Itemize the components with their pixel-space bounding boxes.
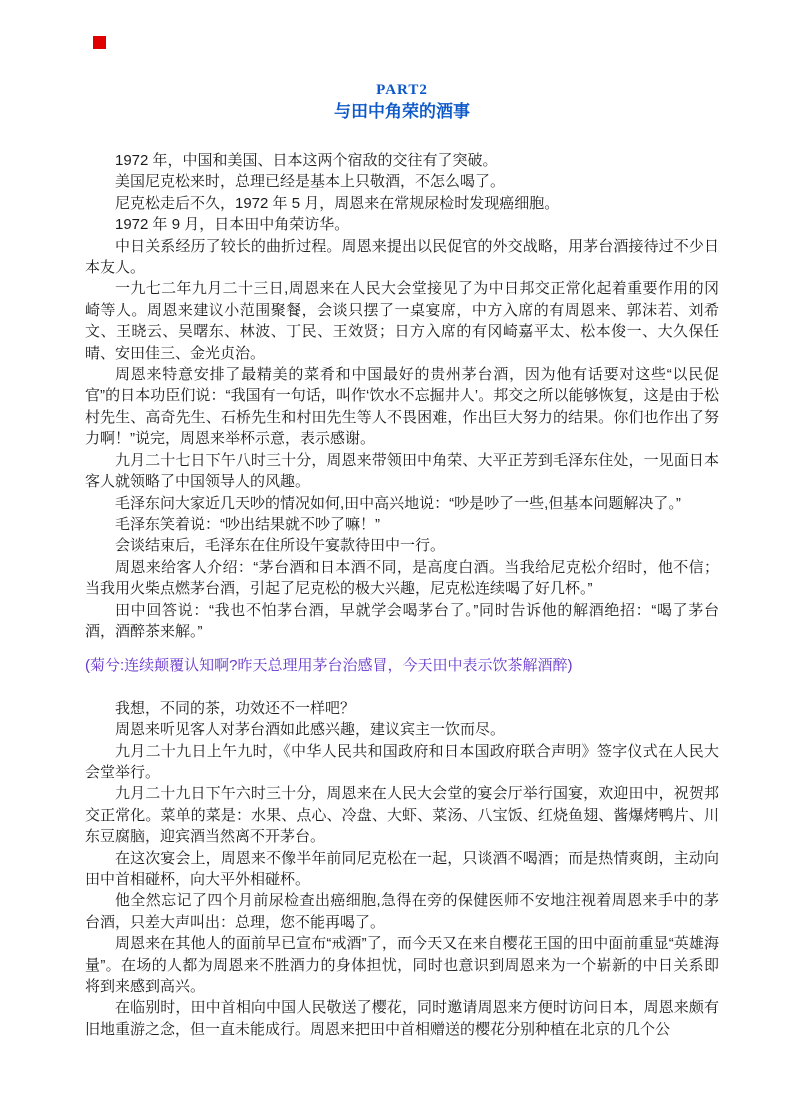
paragraph: 尼克松走后不久，1972 年 5 月，周恩来在常规尿检时发现癌细胞。 [115, 194, 560, 212]
paragraph: 中日关系经历了较长的曲折过程。周恩来提出以民促官的外交战略，用茅台酒接待过不少日本友人。 [85, 237, 719, 277]
paragraph: 美国尼克松来时，总理已经是基本上只敬酒，不怎么喝了。 [115, 173, 506, 191]
part-title: PART2 [376, 82, 428, 98]
section-title: 与田中角荣的酒事 [334, 102, 470, 121]
paragraph: 毛泽东问大家近几天吵的情况如何,田中高兴地说：“吵是吵了一些,但基本问题解决了。” [115, 494, 681, 512]
paragraph: 九月二十九日上午九时，《中华人民共和国政府和日本国政府联合声明》签字仪式在人民大会堂举行。 [85, 742, 719, 781]
paragraph: 一九七二年九月二十三日,周恩来在人民大会堂接见了为中日邦交正常化起着重要作用的冈崎等人。周恩来建议小范围聚餐，会谈只摆了一桌宴席，中方入席的有周恩来、郭沫若、刘希文、王晓云、吴曙东、林波、丁民、王效贤；日方入席的有冈崎嘉平太、松本俊一、大久保任晴、安田佳三、金光贞治。 [85, 280, 719, 362]
paragraph: 1972 年 9 月，日本田中角荣访华。 [115, 216, 350, 234]
paragraph: 九月二十九日下午六时三十分，周恩来在人民大会堂的宴会厅举行国宴，欢迎田中，祝贺邦交正常化。菜单的菜是：水果、点心、冷盘、大虾、菜汤、八宝饭、红烧鱼翅、酱爆烤鸭片、川东豆腐脑，迎宾酒当然离不开茅台。 [85, 785, 719, 846]
paragraph: 1972 年，中国和美国、日本这两个宿敌的交往有了突破。 [115, 152, 498, 169]
paragraph: 周恩来听见客人对茅台酒如此感兴趣，建议宾主一饮而尽。 [115, 721, 506, 739]
note-paragraph: (菊兮:连续颠覆认知啊?昨天总理用茅台治感冒，今天田中表示饮茶解酒醉) [85, 657, 573, 675]
paragraph: 我想，不同的茶，功效还不一样吧？ [115, 699, 356, 717]
document-content [85, 80, 719, 1040]
paragraph: 在临别时，田中首相向中国人民敬送了樱花，同时邀请周恩来方便时访问日本，周恩来颇有旧地重游之念，但一直未能成行。周恩来把田中首相赠送的樱花分别种植在北京的几个公 [85, 999, 719, 1038]
paragraph: 周恩来在其他人的面前早已宣布“戒酒”了，而今天又在来自樱花王国的田中面前重显“英雄海量”。在场的人都为周恩来不胜酒力的身体担忧，同时也意识到周恩来为一个崭新的中日关系即将到来感到高兴。 [85, 935, 719, 996]
red-square-marker [93, 36, 106, 49]
paragraph: 他全然忘记了四个月前尿检查出癌细胞,急得在旁的保健医师不安地注视着周恩来手中的茅台酒，只差大声叫出：总理，您不能再喝了。 [85, 892, 719, 931]
paragraph: 田中回答说：“我也不怕茅台酒，早就学会喝茅台了。”同时告诉他的解酒绝招：“喝了茅台酒，酒醉茶来解。” [85, 601, 719, 640]
paragraph: 周恩来给客人介绍：“茅台酒和日本酒不同，是高度白酒。当我给尼克松介绍时，他不信；当我用火柴点燃茅台酒，引起了尼克松的极大兴趣，尼克松连续喝了好几杯。” [85, 558, 719, 598]
paragraph: 毛泽东笑着说：“吵出结果就不吵了嘛！” [115, 515, 380, 533]
paragraph: 在这次宴会上，周恩来不像半年前同尼克松在一起，只谈酒不喝酒；而是热情爽朗，主动向田中首相碰杯，向大平外相碰杯。 [85, 849, 719, 888]
paragraph: 会谈结束后，毛泽东在住所设午宴款待田中一行。 [115, 537, 446, 555]
paragraph: 周恩来特意安排了最精美的菜肴和中国最好的贵州茅台酒，因为他有话要对这些“以民促官”的日本功臣们说：“我国有一句话，叫作‘饮水不忘掘井人’。邦交之所以能够恢复，这是由于松村先生、高奇先生、石桥先生和村田先生等人不畏困难，作出巨大努力的结果。你们也作出了努力啊！”说完，周恩来举杯示意，表示感谢。 [85, 366, 719, 448]
paragraph: 九月二十七日下午八时三十分，周恩来带领田中角荣、大平正芳到毛泽东住处，一见面日本客人就领略了中国领导人的风趣。 [85, 451, 719, 491]
